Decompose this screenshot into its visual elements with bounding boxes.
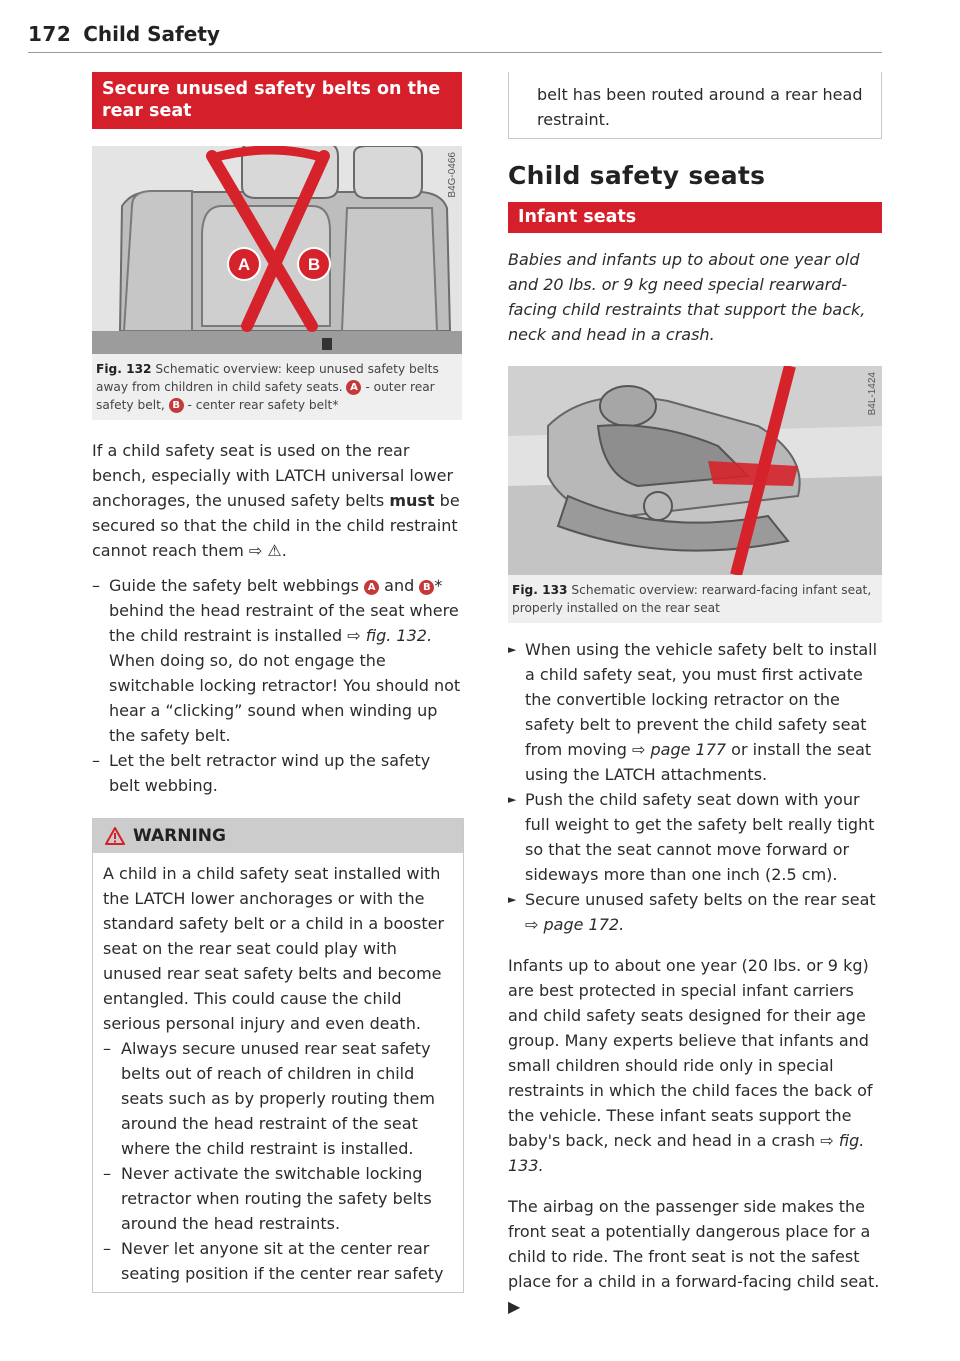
para-text: If a child safety seat is used on the rear bench, especially with LATCH universal lower anchorages, the unused safety belts xyxy=(92,441,454,510)
caption-marker-a: A xyxy=(346,380,361,395)
triangle-bullet-icon: ► xyxy=(508,893,517,906)
figure-code: B4G-0466 xyxy=(447,152,458,198)
figure-reference[interactable]: ⇨ fig. 133. xyxy=(508,1131,865,1175)
para-text-end: be secured so that the child in the child restraint cannot reach them ⇨ ⚠. xyxy=(92,491,460,560)
paragraph-airbag: The airbag on the passenger side makes the front seat a potentially dangerous place for a child to ride. The front seat is not the safest place for a child in a forward-facing child seat. ▶ xyxy=(508,1197,880,1316)
warning-list xyxy=(103,1036,449,1286)
step-text: When using the vehicle safety belt to install a child safety seat, you must first activate the convertible locking retractor on the safety belt to prevent the child safety seat from moving xyxy=(525,640,878,759)
step-item xyxy=(508,787,882,887)
item-text-3: When doing so, do not engage the switchable locking retractor! You should not hear a “clicking” sound when winding up the safety belt. xyxy=(109,651,461,745)
warning-item: – Never activate the switchable locking retractor when routing the safety belts around the head restraints. xyxy=(103,1164,432,1233)
figure-caption xyxy=(508,575,882,623)
para-text: Infants up to about one year (20 lbs. or 9 kg) are best protected in special infant carriers and child safety seats designed for their age group. Many experts believe that infants and small children should ride only in special restraints in which the child faces the back of the vehicle. These infant seats support the baby's back, neck and head in a crash xyxy=(508,956,873,1150)
caption-end: - center rear safety belt* xyxy=(183,398,339,412)
step-text: Secure unused safety belts on the rear seat xyxy=(525,890,876,909)
step-item xyxy=(508,887,882,937)
warning-item: – Always secure unused rear seat safety belts out of reach of children in child seats such as by properly routing them around the head restraint of the seat where the child restraint is installed. xyxy=(103,1039,435,1158)
item-text-and: and xyxy=(379,576,420,595)
section-title: Child Safety xyxy=(83,22,220,46)
triangle-bullet-icon: ► xyxy=(508,643,517,656)
header-divider xyxy=(28,52,882,53)
warning-body xyxy=(93,853,463,1292)
section-heading: Secure unused safety belts on the rear seat xyxy=(92,72,462,129)
caption-text: Schematic overview: rearward-facing infant seat, properly installed on the rear seat xyxy=(512,583,872,615)
intro-text: Babies and infants up to about one year old and 20 lbs. or 9 kg need special rearward-facing child restraints that support the back, neck and head in a crash. xyxy=(508,250,866,344)
page-reference[interactable]: ⇨ page 172. xyxy=(525,915,625,934)
step-list xyxy=(508,637,882,937)
caption-marker-b: B xyxy=(169,398,184,413)
para-bold: must xyxy=(389,491,435,510)
page-reference[interactable]: ⇨ page 177 xyxy=(632,740,727,759)
figure-132 xyxy=(92,146,462,354)
marker-a-inline: A xyxy=(364,580,379,595)
figure-reference[interactable]: ⇨ fig. 132. xyxy=(347,626,433,645)
paragraph-infants xyxy=(508,953,882,1178)
caption-mid: - outer rear safety belt, xyxy=(96,380,435,412)
instruction-list xyxy=(92,573,462,798)
warning-text: A child in a child safety seat installed with the LATCH lower anchorages or with the standard safety belt or a child in a booster seat on the rear seat could play with unused rear seat safety belts and become entangled. This could cause the child serious personal injury and even death. xyxy=(103,864,445,1033)
warning-box xyxy=(92,818,464,1293)
left-column xyxy=(92,72,462,1293)
figure-code: B4L-1424 xyxy=(867,372,878,416)
item-text: Guide the safety belt webbings xyxy=(109,576,365,595)
warning-header xyxy=(93,819,463,853)
step-text-end: or install the seat using the LATCH attachments. xyxy=(525,740,872,784)
marker-b-inline: B xyxy=(419,580,434,595)
caption-label: Fig. 133 xyxy=(512,583,568,597)
right-column xyxy=(508,72,882,1319)
paragraph-latch xyxy=(92,438,462,563)
warning-continued: belt has been routed around a rear head restraint. xyxy=(508,72,882,139)
warning-item-text: Never activate the switchable locking retractor when routing the safety belts around the head restraints. xyxy=(121,1164,432,1233)
marker-a: A xyxy=(237,255,251,274)
list-item: – Guide the safety belt webbings A and B * behind the head restraint of the seat where the child restraint is installed ⇨ fig. 132. When doing so, do not engage the switchable locking retractor! You should not hear a “clicking” sound when winding up the safety belt. xyxy=(92,576,461,745)
warning-item-text: Always secure unused rear seat safety belts out of reach of children in child seats such as by properly routing them around the head restraint of the seat where the child restraint is installed. xyxy=(121,1039,435,1158)
warning-title: WARNING xyxy=(133,826,226,846)
page-header xyxy=(28,22,882,54)
item-text: Let the belt retractor wind up the safety belt webbing. xyxy=(109,751,431,795)
chapter-heading: Child safety seats xyxy=(508,161,766,190)
item-text-2: * behind the head restraint of the seat where the child restraint is installed xyxy=(109,576,459,645)
figure-caption xyxy=(92,354,462,420)
warning-item-text: Never let anyone sit at the center rear seating position if the center rear safety xyxy=(121,1239,444,1283)
rear-seat-illustration xyxy=(92,146,462,354)
marker-b: B xyxy=(307,255,321,274)
warning-triangle-icon xyxy=(105,827,125,845)
list-item: – Let the belt retractor wind up the safety belt webbing. xyxy=(92,751,431,795)
caption-label: Fig. 132 xyxy=(96,362,152,376)
caption-text: Schematic overview: keep unused safety belts away from children in child safety seats. xyxy=(96,362,439,394)
figure-133 xyxy=(508,366,882,575)
warning-item: – Never let anyone sit at the center rear seating position if the center rear safety xyxy=(103,1239,444,1283)
infant-seat-illustration xyxy=(508,366,882,575)
step-text: Push the child safety seat down with your full weight to get the safety belt really tight so that the seat cannot move forward or sideways more than one inch (2.5 cm). xyxy=(525,790,875,884)
page-number: 172 xyxy=(28,22,72,46)
step-item xyxy=(508,637,882,787)
triangle-bullet-icon: ► xyxy=(508,793,517,806)
subsection-heading: Infant seats xyxy=(508,202,882,233)
